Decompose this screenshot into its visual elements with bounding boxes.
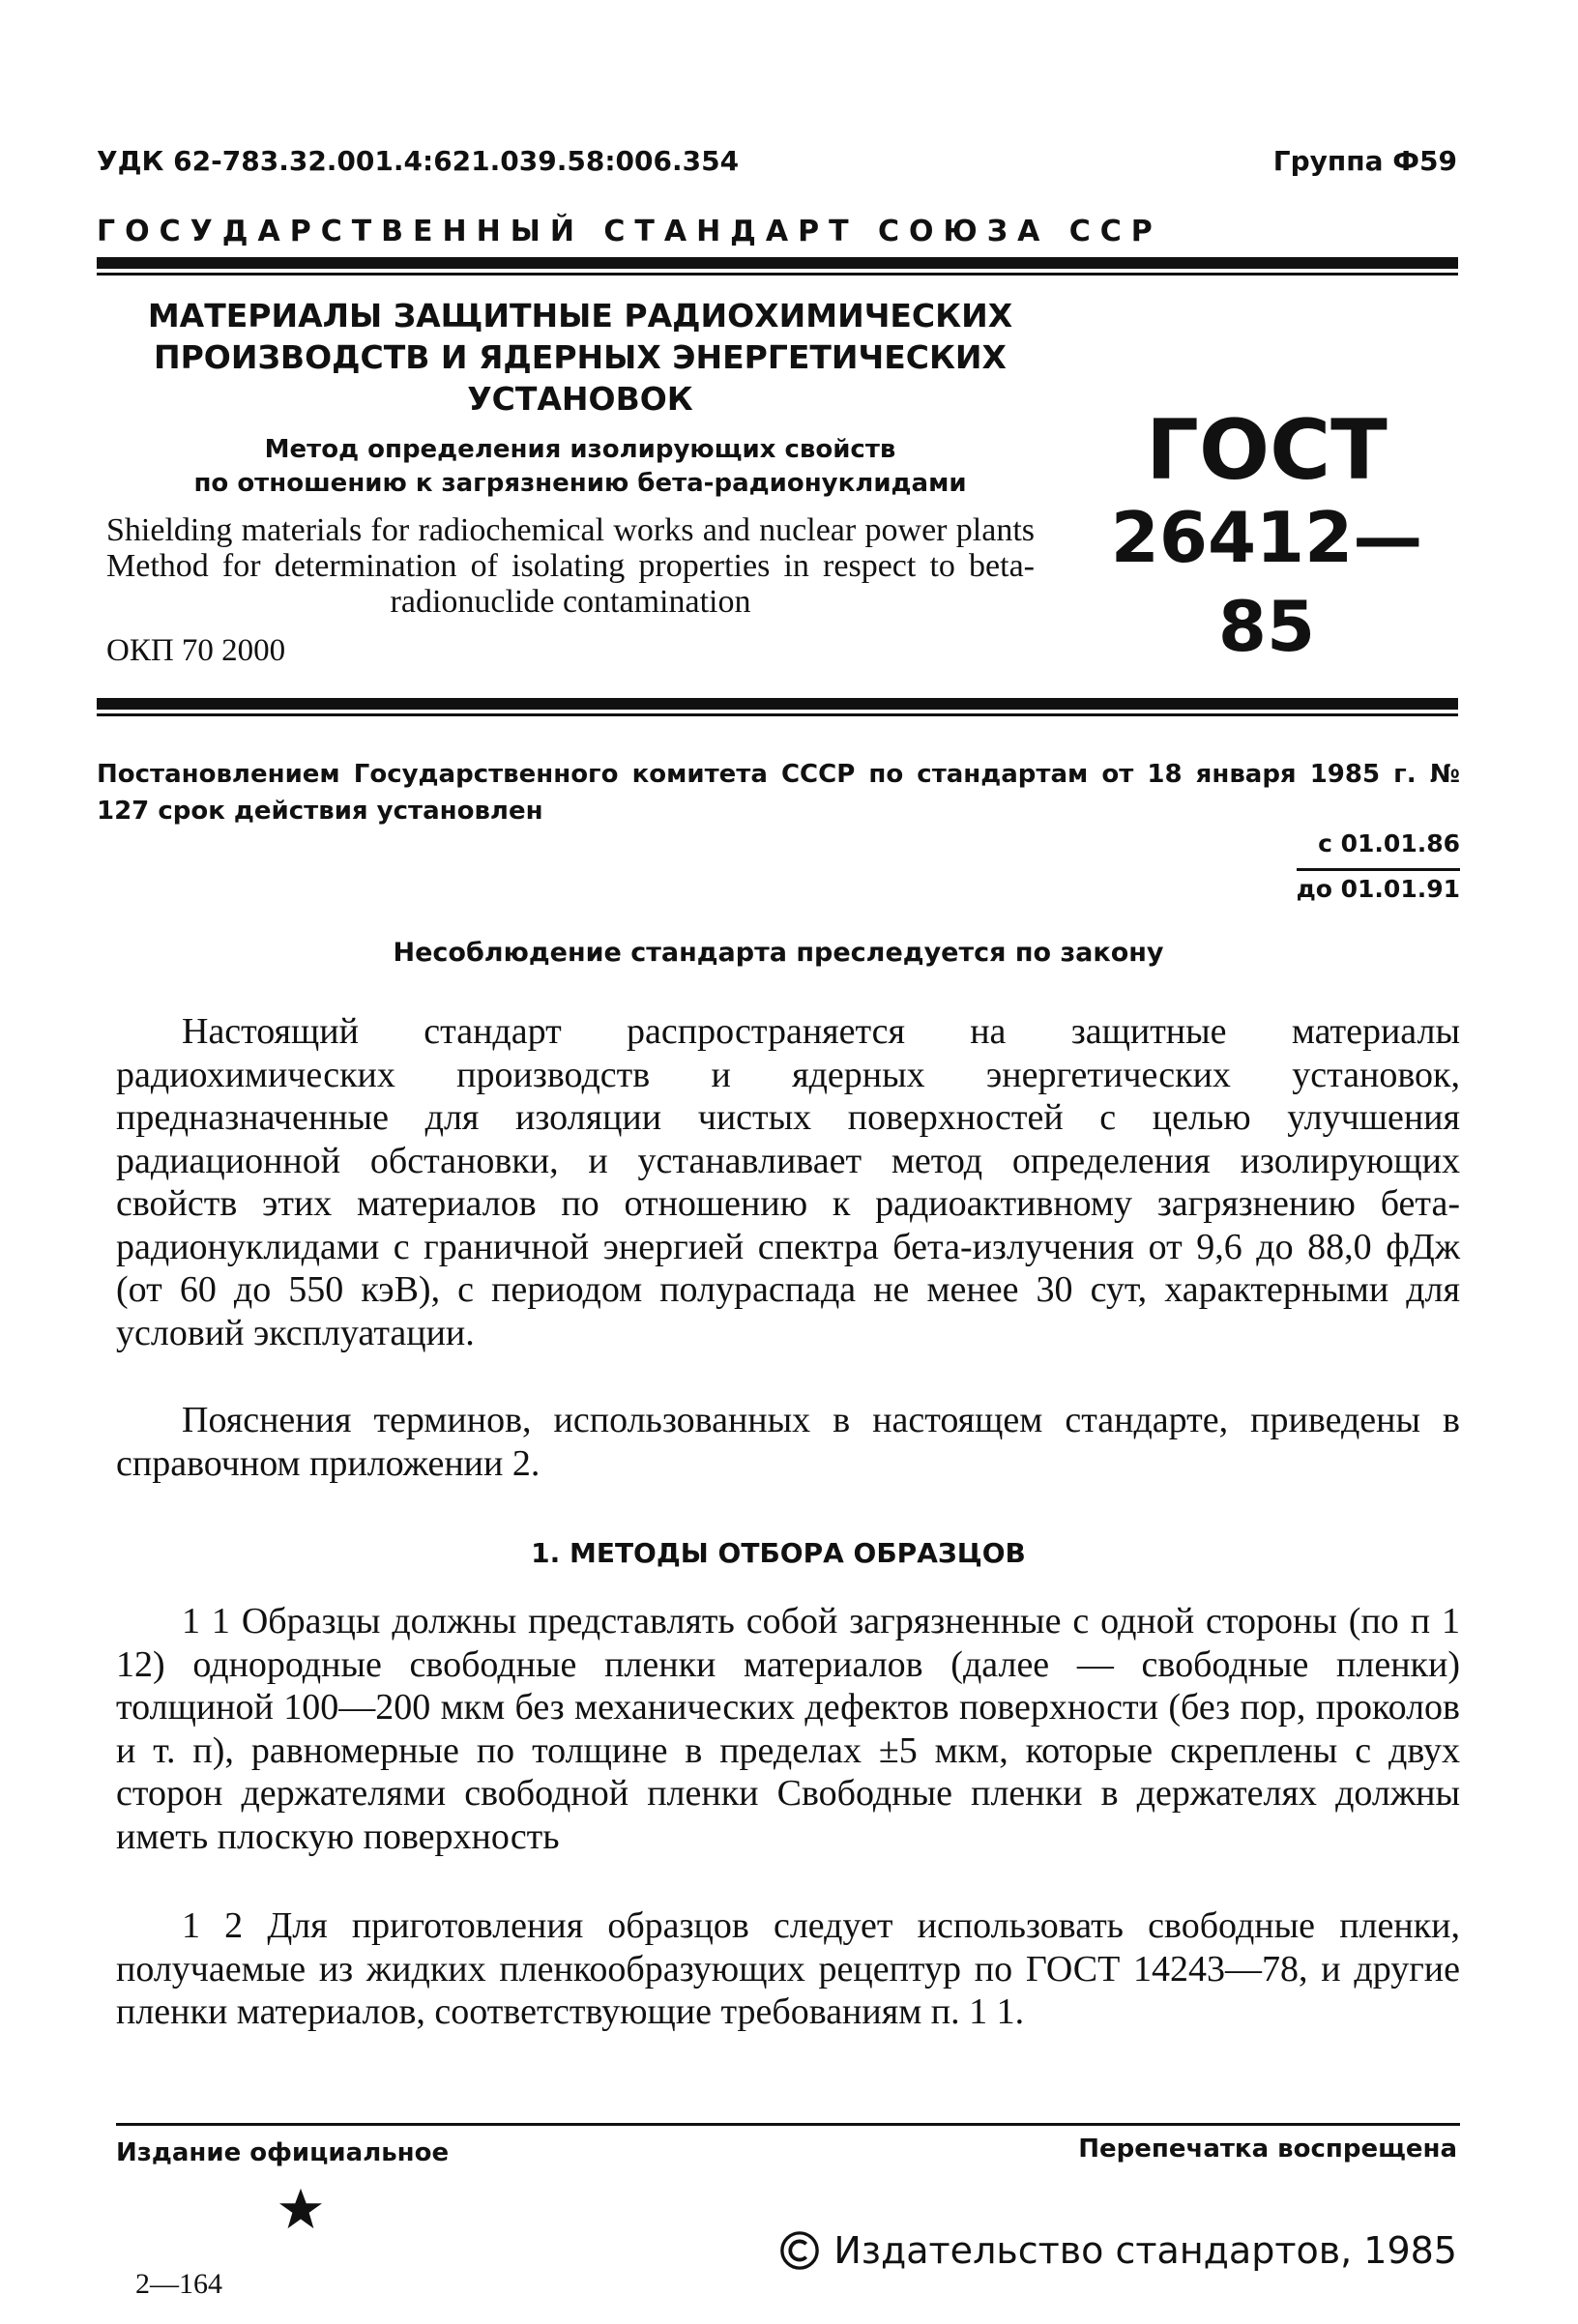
terms-text: Пояснения терминов, использованных в настоящем стандарте, приведены в справочном приложении 2. (116, 1400, 1460, 1484)
title-divider (97, 698, 1458, 710)
footer-divider (116, 2123, 1460, 2126)
section-1-heading: 1. МЕТОДЫ ОТБОРА ОБРАЗЦОВ (531, 1537, 1026, 1569)
gost-number: 26412—85 (1110, 497, 1423, 667)
document-subtitle (97, 433, 1064, 501)
star-icon (278, 2187, 323, 2231)
state-standard-heading: ГОСУДАРСТВЕННЫЙ СТАНДАРТ СОЮЗА ССР (97, 215, 1162, 248)
okp-code: ОКП 70 2000 (106, 633, 286, 668)
group-code: Группа Ф59 (1272, 145, 1457, 177)
terms-paragraph (116, 1399, 1460, 1485)
title-divider-thin (97, 713, 1458, 716)
valid-from-date: с 01.01.86 (1318, 829, 1460, 857)
reprint-notice: Перепечатка воспрещена (1078, 2135, 1457, 2164)
clause-1-2-text: 1 2 Для приготовления образцов следует использовать свободные пленки, получаемые из жидких пленкообразующих рецептур по ГОСТ 14243—78, и другие пленки материалов, соответствующие требованиям п. 1 1. (116, 1905, 1460, 2032)
decree-text: Постановлением Государственного комитета СССР по стандартам от 18 января 1985 г. № 127 срок действия установлен (97, 760, 1460, 826)
enforcement-note: Несоблюдение стандарта преследуется по закону (393, 938, 1164, 968)
edition-label: Издание официальное (116, 2138, 450, 2167)
gost-label: ГОСТ (1146, 402, 1388, 499)
english-title: Shielding materials for radiochemical works and nuclear power plants Method for determination of isolating properties in respect to beta-radionuclide contamination (106, 512, 1035, 620)
document-title (97, 295, 1064, 420)
subtitle-line: Метод определения изолирующих свойств (264, 435, 896, 464)
publisher-line (779, 2229, 1457, 2272)
intro-paragraph (116, 1010, 1460, 1354)
clause-1-1 (116, 1600, 1460, 1858)
page-code: 2—164 (135, 2268, 222, 2300)
title-line: ПРОИЗВОДСТВ И ЯДЕРНЫХ ЭНЕРГЕТИЧЕСКИХ (154, 338, 1007, 376)
subtitle-line: по отношению к загрязнению бета-радионуклидами (193, 469, 967, 498)
intro-text: Настоящий стандарт распространяется на защитные материалы радиохимических производств и ядерных энергетических установок, предназначенные для изоляции чистых поверхностей с целью улучшения радиационной обстановки, и устанавливает метод определения изолирующих свойств этих материалов по отношению к радиоактивному загрязнению бета-радионуклидами с граничной энергией спектра бета-излучения от 9,6 до 88,0 фДж (от 60 до 550 кэВ), с периодом полураспада не менее 30 сут, характерными для условий эксплуатации. (116, 1011, 1460, 1353)
title-line: МАТЕРИАЛЫ ЗАЩИТНЫЕ РАДИОХИМИЧЕСКИХ (147, 297, 1013, 334)
copyright-icon (779, 2230, 820, 2271)
title-line: УСТАНОВОК (467, 380, 693, 418)
valid-to-date: до 01.01.91 (1297, 868, 1460, 903)
clause-1-1-text: 1 1 Образцы должны представлять собой загрязненные с одной стороны (по п 1 12) однородные свободные пленки материалов (далее — свободные пленки) толщиной 100—200 мкм без механических дефектов поверхности (без пор, проколов и т. п), равномерные по толщине в пределах ±5 мкм, которые скреплены с двух сторон держателями свободной пленки Свободные пленки в держателях должны иметь плоскую поверхность (116, 1601, 1460, 1857)
udk-code: УДК 62-783.32.001.4:621.039.58:006.354 (97, 145, 740, 177)
publisher-text: Издательство стандартов, 1985 (833, 2229, 1457, 2272)
top-divider (97, 257, 1458, 269)
top-divider-thin (97, 273, 1458, 276)
clause-1-2 (116, 1904, 1460, 2034)
